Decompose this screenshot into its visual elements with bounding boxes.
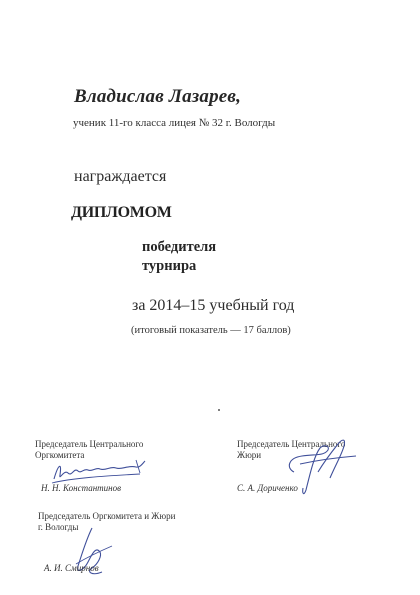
signatory-title-line-2: г. Вологды — [38, 522, 79, 532]
winner-line-2: турнира — [142, 258, 197, 274]
recipient-name: Владислав Лазарев, — [74, 86, 242, 107]
diploma-heading: ДИПЛОМОМ — [71, 204, 172, 221]
academic-year: за 2014–15 учебный год — [132, 297, 295, 314]
signatory-name-3: А. И. Смирнов — [44, 563, 99, 573]
awarded-text: награждается — [74, 168, 167, 185]
recipient-details: ученик 11-го класса лицея № 32 г. Вологды — [73, 117, 276, 129]
signatory-title-line-1: Председатель Центрального — [237, 439, 346, 449]
signatory-name-1: Н. Н. Константинов — [41, 483, 122, 493]
signatory-title-line-2: Оргкомитета — [35, 450, 85, 460]
winner-line-1: победителя — [142, 239, 217, 255]
signatory-title-line-1: Председатель Центрального — [35, 439, 144, 449]
winner-title — [142, 238, 216, 276]
signatory-name-2: С. А. Дориченко — [237, 483, 298, 493]
signatory-title-line-1: Председатель Оргкомитета и Жюри — [38, 511, 176, 521]
final-score: (итоговый показатель — 17 баллов) — [131, 325, 291, 336]
signatory-title-line-2: Жюри — [237, 450, 262, 460]
ink-dot — [218, 409, 220, 411]
